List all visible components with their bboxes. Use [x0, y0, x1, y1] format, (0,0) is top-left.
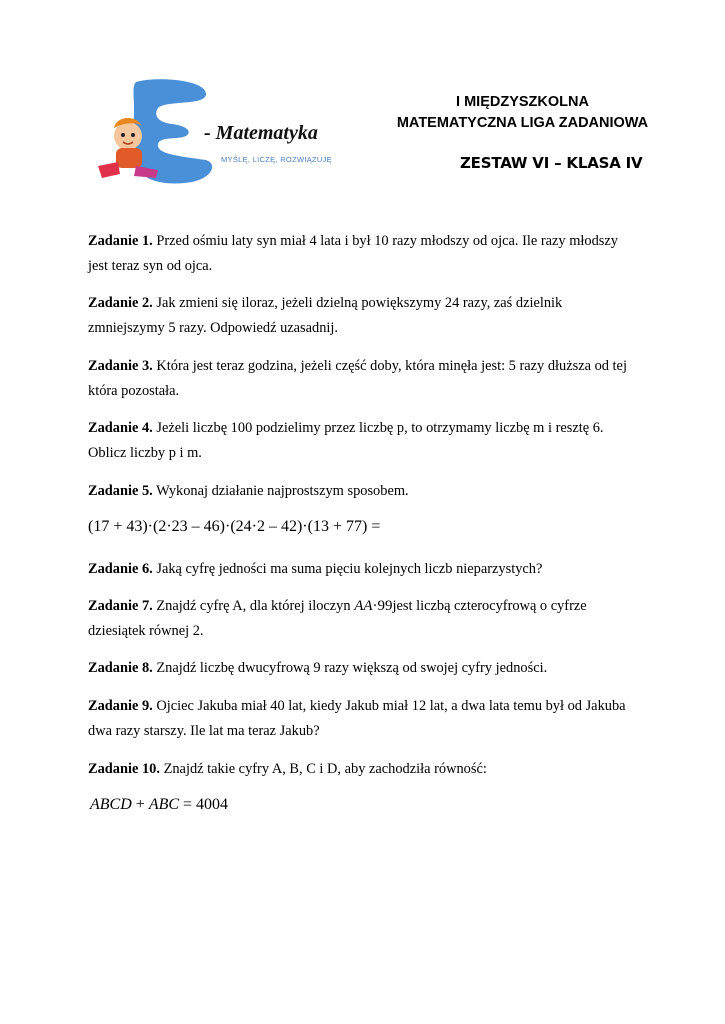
- logo-tagline: MYŚLĘ, LICZĘ, ROZWIĄZUJĘ: [221, 155, 332, 164]
- task-text: dziesiątek równej 2.: [88, 623, 204, 639]
- task-2: [88, 291, 648, 341]
- task-3: [88, 354, 648, 404]
- task-text: Znajdź takie cyfry A, B, C i D, aby zachodziła równość:: [159, 761, 487, 777]
- task-text: Oblicz liczby p i m.: [88, 445, 202, 461]
- task-text: Znajdź cyfrę A, dla której iloczyn: [152, 598, 355, 614]
- task-7: [88, 594, 648, 644]
- task-text: jest teraz syn od ojca.: [88, 258, 213, 274]
- task-4: [88, 416, 648, 466]
- task-text: jest liczbą czterocyfrową o cyfrze: [392, 598, 587, 614]
- task-1: [88, 229, 648, 279]
- task-5: [88, 479, 648, 504]
- task-7-inline-formula: AA·99: [354, 598, 393, 614]
- task-text: Która jest teraz godzina, jeżeli część doby, która minęła jest: 5 razy dłuższa od tej: [152, 358, 627, 374]
- task-text: Jeżeli liczbę 100 podzielimy przez liczbę p, to otrzymamy liczbę m i resztę 6.: [152, 420, 604, 436]
- task-8: [88, 656, 648, 681]
- set-title: ZESTAW VI – KLASA IV: [460, 154, 643, 172]
- task-text: zmniejszymy 5 razy. Odpowiedź uzasadnij.: [88, 320, 339, 336]
- task-text: Znajdź liczbę dwucyfrową 9 razy większą od swojej cyfry jedności.: [152, 660, 548, 676]
- task-text: dwa razy starszy. Ile lat ma teraz Jakub?: [88, 723, 320, 739]
- logo-name: - Matematyka: [204, 122, 318, 144]
- task-text: która pozostała.: [88, 383, 180, 399]
- task-label: Zadanie 5.: [88, 483, 153, 499]
- task-10: [88, 757, 648, 782]
- task-text: Wykonaj działanie najprostszym sposobem.: [152, 483, 409, 499]
- competition-title-line1: I MIĘDZYSZKOLNA: [456, 94, 589, 110]
- task-text: Przed ośmiu laty syn miał 4 lata i był 10 razy młodszy od ojca. Ile razy młodszy: [152, 233, 618, 249]
- task-label: Zadanie 2.: [88, 295, 153, 311]
- task-label: Zadanie 7.: [88, 598, 153, 614]
- competition-title-line2: MATEMATYCZNA LIGA ZADANIOWA: [396, 115, 649, 131]
- task-label: Zadanie 6.: [88, 561, 153, 577]
- task-text: Jak zmieni się iloraz, jeżeli dzielną powiększymy 24 razy, zaś dzielnik: [152, 295, 563, 311]
- task-10-formula: ABCD + ABC = 4004: [90, 796, 229, 813]
- task-label: Zadanie 4.: [88, 420, 153, 436]
- task-5-formula: (17 + 43)·(2·23 – 46)·(24·2 – 42)·(13 + 77) =: [88, 518, 381, 535]
- task-label: Zadanie 10.: [88, 761, 160, 777]
- task-text: Ojciec Jakuba miał 40 lat, kiedy Jakub miał 12 lat, a dwa lata temu był od Jakuba: [152, 698, 626, 714]
- task-label: Zadanie 8.: [88, 660, 153, 676]
- task-text: Jaką cyfrę jedności ma suma pięciu kolejnych liczb nieparzystych?: [152, 561, 543, 577]
- task-label: Zadanie 1.: [88, 233, 153, 249]
- task-6: [88, 557, 648, 582]
- task-9: [88, 694, 648, 744]
- task-label: Zadanie 9.: [88, 698, 153, 714]
- task-label: Zadanie 3.: [88, 358, 153, 374]
